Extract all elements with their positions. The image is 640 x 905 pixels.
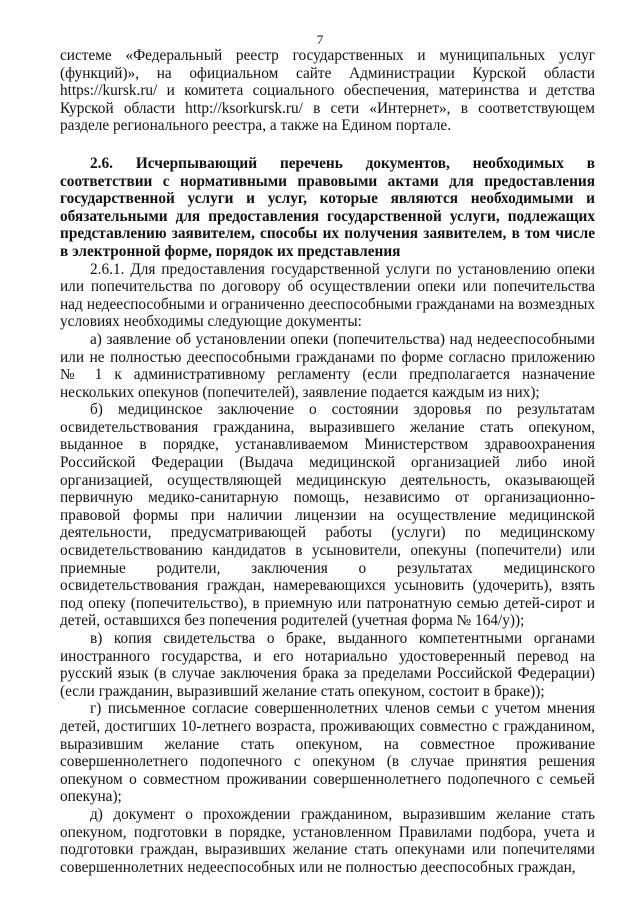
list-item-b: б) медицинское заключение о состоянии здоровья по результатам освидетельствования гражданина, выразившего желание стать опекуном, выданное в порядке, устанавливаемом Министерством здравоохранения Российской Федерации (Выдача медицинской организацией либо иной организацией, осуществляющей медицинскую деятельность, оказывающей первичную медико-санитарную помощь, независимо от организационно-правовой формы при наличии лицензии на осуществление медицинской деятельности, предусматривающей работы (услуги) по медицинскому освидетельствованию кандидатов в усыновители, опекуны (попечители) или приемные родители, заключения о результатах медицинского освидетельствования граждан, намеревающихся усыновить (удочерить), взять под опеку (попечительство), в приемную или патронатную семью детей-сирот и детей, оставшихся без попечения родителей (учетная форма № 164/у));	[60, 401, 595, 630]
list-item-a: а) заявление об установлении опеки (попечительства) над недееспособными или не полностью дееспособными гражданами по форме согласно приложению № 1 к административному регламенту (если предполагается назначение нескольких опекунов (попечителей), заявление подается каждым из них);	[60, 330, 595, 401]
list-item-v: в) копия свидетельства о браке, выданного компетентными органами иностранного государства, и его нотариально удостоверенный перевод на русский язык (в случае заключения брака за пределами Российской Федерации) (если гражданин, выразивший желание стать опекуном, состоит в браке));	[60, 630, 595, 700]
document-body	[60, 47, 595, 876]
page-number: 7	[316, 32, 324, 47]
list-item-d: д) документ о прохождении гражданином, выразившим желание стать опекуном, подготовки в порядке, установленном Правилами подбора, учета и подготовки граждан, выразивших желание стать опекунами или попечителями совершеннолетних недееспособных или не полностью дееспособных граждан,	[60, 805, 595, 876]
section-heading-2-6: 2.6. Исчерпывающий перечень документов, необходимых в соответствии с нормативными правовыми актами для предоставления государственной услуги и услуг, которые являются необходимыми и обязательными для предоставления государственной услуги, подлежащих представлению заявителем, способы их получения заявителем, в том числе в электронной форме, порядок их представления	[60, 154, 595, 260]
list-item-g: г) письменное согласие совершеннолетних членов семьи с учетом мнения детей, достигших 10-летнего возраста, проживающих совместно с гражданином, выразившим желание стать опекуном, на совместное проживание совершеннолетнего подопечного с опекуном (в случае принятия решения опекуном о совместном проживании совершеннолетнего подопечного с семьей опекуна);	[60, 700, 595, 806]
paragraph-2-6-1: 2.6.1. Для предоставления государственной услуги по установлению опеки или попечительства по договору об осуществлении опеки или попечительства над недееспособными и ограниченно дееспособными гражданами на возмездных условиях необходимы следующие документы:	[60, 260, 595, 331]
paragraph-registry-info: системе «Федеральный реестр государственных и муниципальных услуг (функций)», на официальном сайте Администрации Курской области https://kursk.ru/ и комитета социального обеспечения, материнства и детства Курской области http://ksorkursk.ru/ в сети «Интернет», в соответствующем разделе регионального реестра, а также на Едином портале.	[60, 47, 595, 135]
